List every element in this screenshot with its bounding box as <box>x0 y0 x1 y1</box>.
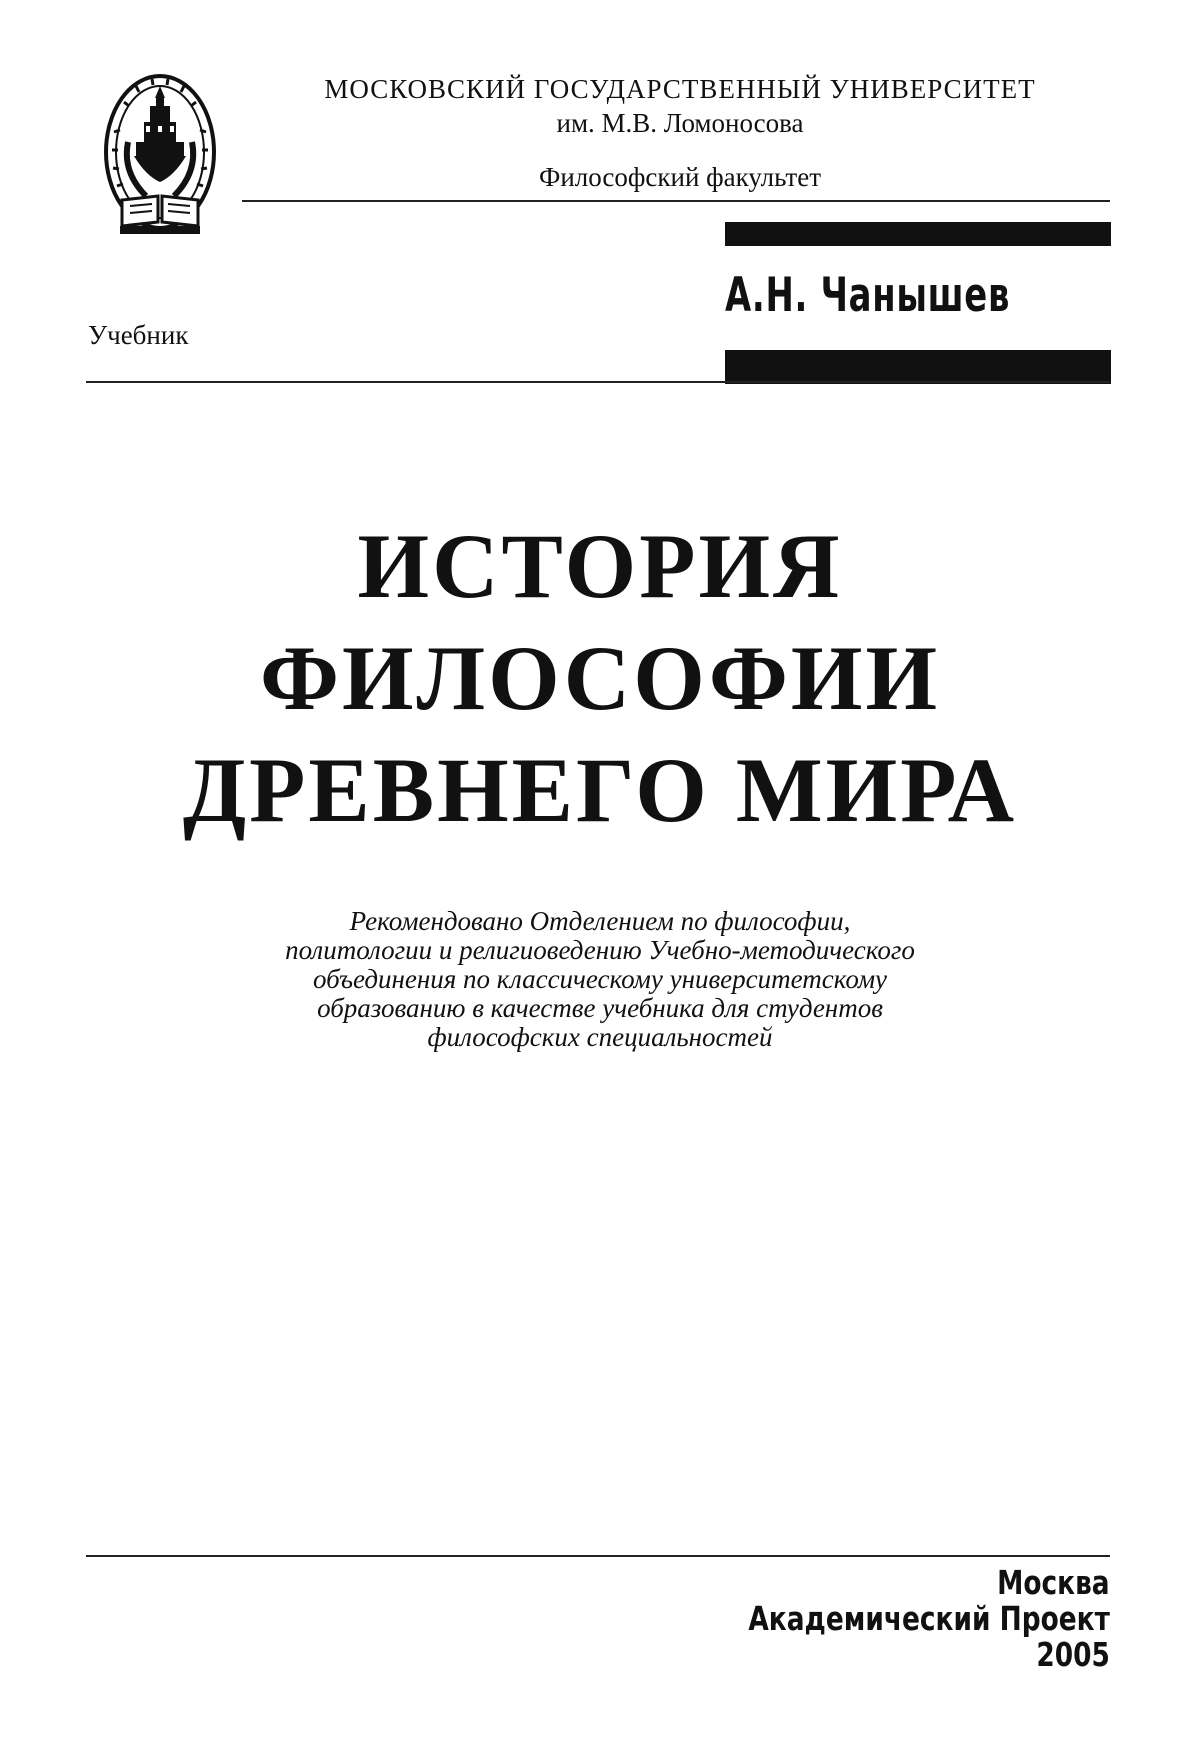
imprint-year: 2005 <box>1036 1635 1110 1674</box>
author-divider <box>86 381 1110 383</box>
title-line-3: ДРЕВНЕГО МИРА <box>182 739 1018 841</box>
recommendation-line: философских специальностей <box>427 1022 773 1052</box>
imprint-city: Москва <box>997 1563 1110 1602</box>
title-line-1: ИСТОРИЯ <box>357 515 843 617</box>
recommendation-line: Рекомендовано Отделением по философии, <box>349 906 851 936</box>
author-bar-upper <box>725 222 1111 246</box>
recommendation-line: объединения по классическому университетскому <box>312 964 888 994</box>
title-line-2: ФИЛОСОФИИ <box>259 627 941 729</box>
recommendation-text <box>150 907 1050 1052</box>
recommendation-line: политологии и религиоведению Учебно-методического <box>285 935 915 965</box>
author-name: А.Н. Чанышев <box>725 268 1011 323</box>
faculty-name: Философский факультет <box>538 162 822 192</box>
recommendation-line: образованию в качестве учебника для студентов <box>317 993 883 1023</box>
imprint-publisher: Академический Проект <box>748 1599 1110 1638</box>
msu-emblem-icon <box>100 72 220 240</box>
document-type: Учебник <box>88 320 189 350</box>
header-divider <box>242 200 1110 202</box>
author-bar-lower <box>725 350 1111 384</box>
university-named-after: им. М.В. Ломоносова <box>556 108 804 138</box>
footer-divider <box>86 1555 1110 1557</box>
university-name: МОСКОВСКИЙ ГОСУДАРСТВЕННЫЙ УНИВЕРСИТЕТ <box>324 74 1036 104</box>
